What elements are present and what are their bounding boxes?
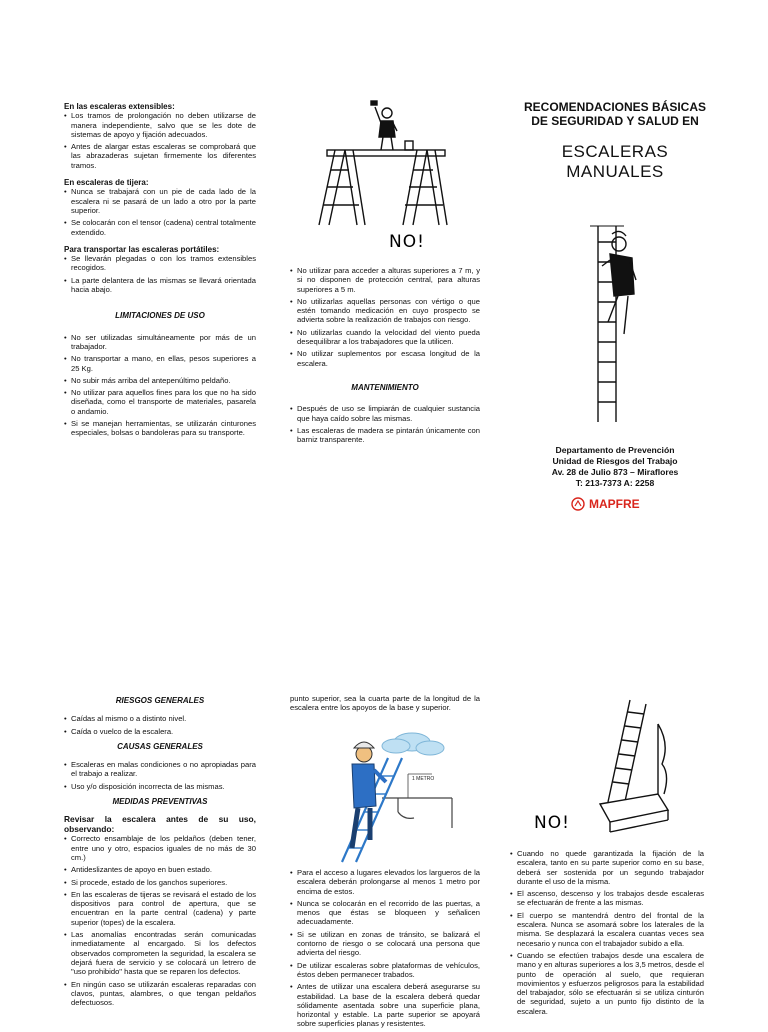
cover-panel (508, 100, 722, 182)
scaffold-drawing (305, 95, 465, 255)
list-medidas (64, 834, 256, 1007)
list-item: • Cuando no quede garantizada la fijación de la escalera, tanto en su parte superior como en su base, deberá ser sostenida por un segundo trabajador durante el uso de la misma. (510, 849, 704, 886)
list-item: • Cuando se efectúen trabajos desde una escalera de mano y en alturas superiores a los 3,5 metros, desde el punto de operación al suelo, que requieran movimientos y esfuerzos peligrosos para la estabilidad del trabajador, sólo se efectuarán si se utiliza cinturón de seguridad, sujeto a un punto fijo distinto de la escalera. (510, 951, 704, 1016)
list-item: • El ascenso, descenso y los trabajos desde escaleras se efectuarán de frente a las mismas. (510, 889, 704, 908)
unsafe-ladder-drawing (530, 694, 690, 834)
worker-ladder-color-drawing (312, 728, 454, 864)
list-item: • Si se utilizan en zonas de tránsito, se balizará el contorno de riesgo o se colocará una persona que advierta del riesgo. (290, 930, 480, 958)
list-item: • No utilizar suplementos por escasa longitud de la escalera. (290, 349, 480, 368)
dept-line: Unidad de Riesgos del Trabajo (552, 456, 678, 466)
list-item: • Uso y/o disposición incorrecta de las mismas. (64, 782, 256, 791)
list-item: • Después de uso se limpiarán de cualquier sustancia que haya caído sobre las mismas. (290, 404, 480, 423)
dept-line: Departamento de Prevención (555, 445, 675, 455)
list-item: • De utilizar escaleras sobre plataformas de vehículos, éstos deben permanecer trabados. (290, 961, 480, 980)
list-item: • En ningún caso se utilizarán escaleras reparadas con clavos, puntas, alambres, o que tengan peldaños defectuosos. (64, 980, 256, 1008)
list-restricciones (290, 266, 480, 368)
list-item: • El cuerpo se mantendrá dentro del frontal de la escalera. Nunca se asomará sobre los laterales de la misma. Se desplazará la escalera cuantas veces sea necesario y nunca con el trabajador subido a ella. (510, 911, 704, 948)
list-item: • No ser utilizadas simultáneamente por más de un trabajador. (64, 333, 256, 352)
p1-col1 (64, 102, 256, 441)
mapfre-logo-text: MAPFRE (589, 497, 640, 511)
no-label: NO! (534, 813, 570, 833)
section-title-limitaciones: LIMITACIONES DE USO (115, 311, 205, 321)
list-item: • Se llevarán plegadas o con los tramos extensibles recogidos. (64, 254, 256, 273)
dept-line: Av. 28 de Julio 873 – Miraflores (551, 467, 679, 477)
mapfre-logo (571, 497, 640, 511)
list-item: • Si se manejan herramientas, se utilizarán cinturones especiales, bolsas o bandoleras para su transporte. (64, 419, 256, 438)
p1-col2 (290, 266, 480, 447)
list-item: • No subir más arriba del antepenúltimo peldaño. (64, 376, 256, 385)
list-extensibles (64, 111, 256, 170)
worker-ladder-color-illustration (312, 728, 454, 864)
list-item: • Para el acceso a lugares elevados los largueros de la escalera deberán prolongarse al menos 1 metro por encima de estos. (290, 868, 480, 896)
section-title-medidas: MEDIDAS PREVENTIVAS (112, 797, 208, 807)
list-item: • No utilizar para acceder a alturas superiores a 7 m, y si no disponen de protección central, para alturas superiores a 5 m. (290, 266, 480, 294)
scaffold-illustration (305, 95, 465, 255)
list-item: • Caída o vuelco de la escalera. (64, 727, 256, 736)
list-tijera (64, 187, 256, 236)
p2-col2-intro (290, 694, 480, 713)
heading-extensibles: En las escaleras extensibles: (64, 102, 175, 111)
list-colocacion (290, 868, 480, 1029)
list-item: • No utilizar para aquellos fines para los que no ha sido diseñada, como el transporte de materiales, pasarela o andamio. (64, 388, 256, 416)
list-causas (64, 760, 256, 791)
list-limitaciones (64, 333, 256, 438)
unsafe-ladder-illustration (530, 694, 690, 834)
no-label: NO! (389, 232, 425, 252)
intro-paragraph: punto superior, sea la cuarta parte de la longitud de la escalera entre los apoyos de la base y superior. (290, 694, 480, 713)
list-item: • Las anomalías encontradas serán comunicadas inmediatamente al encargado. Si los defectos observados comprometen la seguridad, la escalera se dejará fuera de servicio y se colocará un letrero de "uso prohibido" hasta que se reparen los defectos. (64, 930, 256, 976)
section-title-causas: CAUSAS GENERALES (117, 741, 203, 751)
list-item: • Se colocarán con el tensor (cadena) central totalmente extendido. (64, 218, 256, 237)
list-item: • Nunca se colocarán en el recorrido de las puertas, a menos que éstas se bloqueen y señalicen adecuadamente. (290, 899, 480, 927)
heading-tijera: En escaleras de tijera: (64, 178, 149, 188)
list-item: • No utilizarlas aquellas personas con vértigo o que estén tomando medicación en cuyo prospecto se advierta sobre la realización de trabajos con riesgo. (290, 297, 480, 325)
ladder-worker-drawing (580, 222, 650, 427)
list-item: • La parte delantera de las mismas se llevará orientada hacia abajo. (64, 276, 256, 295)
cover-title-line2: MANUALES (566, 162, 664, 181)
list-item: • Escaleras en malas condiciones o no apropiadas para el trabajo a realizar. (64, 760, 256, 779)
heading-revisar: Revisar la escalera antes de su uso, observando: (64, 814, 256, 835)
list-transportar (64, 254, 256, 294)
list-mantenimiento (290, 404, 480, 444)
heading-transportar: Para transportar las escaleras portátiles: (64, 244, 220, 254)
list-item: • No transportar a mano, en ellas, pesos superiores a 25 Kg. (64, 354, 256, 373)
p2-col3 (510, 849, 704, 1019)
p2-col1 (64, 696, 256, 1010)
cover-title-line1: ESCALERAS (561, 142, 669, 161)
list-riesgos (64, 714, 256, 736)
mapfre-emblem-icon (571, 497, 585, 511)
list-item: • Antideslizantes de apoyo en buen estado. (64, 865, 256, 874)
list-item: • En las escaleras de tijeras se revisará el estado de los dispositivos para control de apertura, que se encuentran en la parte central (cadena) y parte superior (topes) de la escalera. (64, 890, 256, 927)
list-item: • Los tramos de prolongación no deben utilizarse de manera independiente, salvo que se les dote de sistemas de apoyo y fijación adecuados. (64, 111, 256, 139)
list-item: • Antes de alargar estas escaleras se comprobará que las abrazaderas sujetan firmemente los diferentes tramos. (64, 142, 256, 170)
list-item: • Caídas al mismo o a distinto nivel. (64, 714, 256, 723)
ladder-worker-illustration (580, 222, 650, 427)
list-item: • Nunca se trabajará con un pie de cada lado de la escalera ni se pasará de un lado a otro por la parte superior. (64, 187, 256, 215)
p2-col2 (290, 868, 480, 1032)
list-item: • Si procede, estado de los ganchos superiores. (64, 878, 256, 887)
department-info (508, 445, 722, 489)
section-title-mantenimiento: MANTENIMIENTO (351, 382, 419, 392)
metro-label: 1 METRO (412, 776, 435, 782)
list-item: • No utilizarlas cuando la velocidad del viento pueda desequilibrar a los trabajadores que la utilicen. (290, 328, 480, 347)
section-title-riesgos: RIESGOS GENERALES (115, 696, 205, 705)
dept-line: T: 213-7373 A: 2258 (575, 478, 655, 488)
list-item: • Las escaleras de madera se pintarán únicamente con barniz transparente. (290, 426, 480, 445)
cover-subtitle-line1: RECOMENDACIONES BÁSICAS (523, 100, 706, 114)
list-item: • Correcto ensamblaje de los peldaños (deben tener, entre uno y otro, espacios iguales de no más de 30 cm.) (64, 834, 256, 862)
list-item: • Antes de utilizar una escalera deberá asegurarse su estabilidad. La base de la escalera deberá quedar sólidamente asentada sobre una superficie plana, horizontal y estable. La parte superior se apoyará sobre superficies planas y resistentes. (290, 982, 480, 1028)
list-uso-seguro (510, 849, 704, 1016)
cover-subtitle-line2: DE SEGURIDAD Y SALUD EN (531, 114, 699, 128)
